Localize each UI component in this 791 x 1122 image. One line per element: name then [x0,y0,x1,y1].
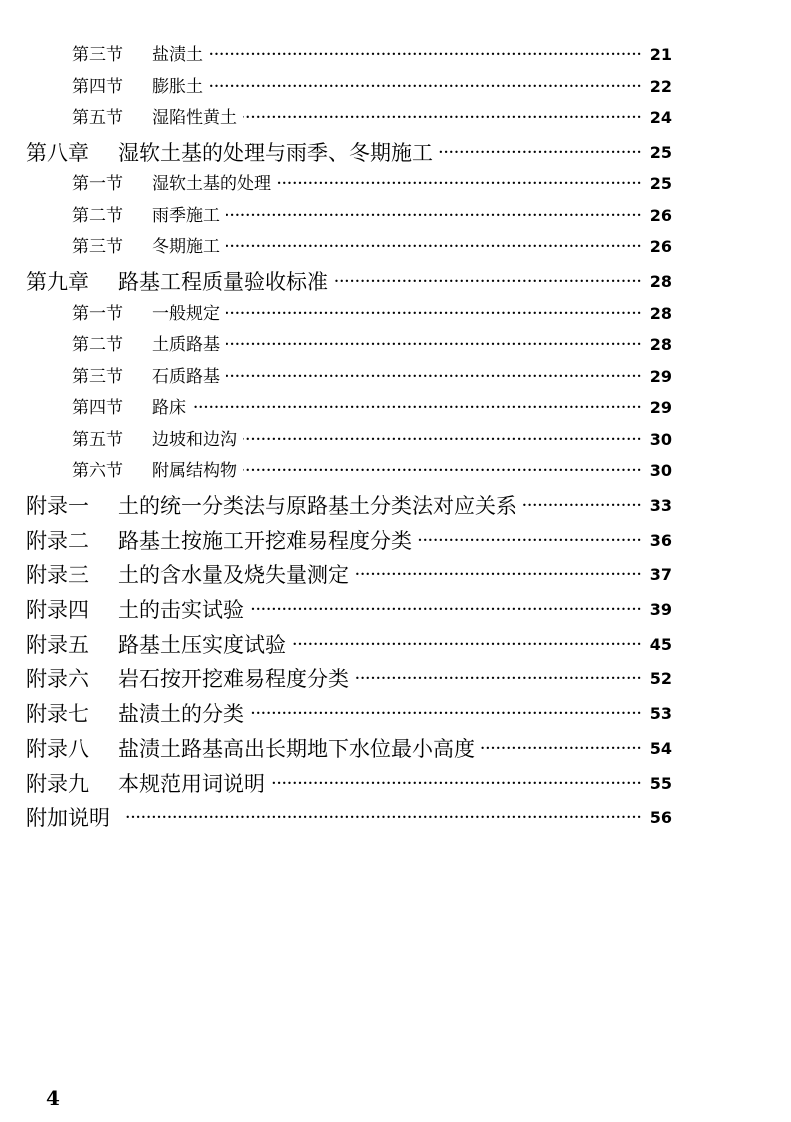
toc-entry-page: 30 [649,461,672,480]
toc-section-entry[interactable] [72,425,672,455]
toc-section-entry[interactable] [72,72,672,102]
dot-leader [292,630,642,660]
toc-entry-title: 雨季施工 [152,206,220,226]
toc-entry-title: 岩石按开挖难易程度分类 [118,667,349,691]
toc-entry-page: 55 [649,774,672,793]
toc-entry-number: 第一节 [72,304,123,324]
toc-entry-page: 53 [649,704,672,723]
toc-entry-number: 第九章 [26,270,89,294]
toc-entry-number: 附录二 [26,529,89,553]
toc-section-entry[interactable] [72,299,672,329]
toc-chapter-entry[interactable] [26,491,672,521]
toc-entry-page: 36 [649,531,672,550]
toc-entry-page: 22 [649,77,672,96]
toc-entry-number: 第三节 [72,367,123,387]
toc-entry-number: 第四节 [72,398,123,418]
toc-chapter-entry[interactable] [26,138,672,168]
toc-entry-page: 28 [649,335,672,354]
toc-entry-number: 第二节 [72,335,123,355]
toc-entry-page: 37 [649,565,672,584]
toc-entry-title: 石质路基 [152,367,220,387]
toc-entry-title: 土的含水量及烧失量测定 [118,563,349,587]
toc-entry-title: 路基土按施工开挖难易程度分类 [118,529,412,553]
dot-leader [277,169,642,199]
page-number: 4 [46,1086,60,1110]
toc-entry-number: 附加说明 [26,806,110,830]
toc-entry-title: 路床 [152,398,186,418]
dot-leader [209,72,642,102]
toc-entry-title: 湿陷性黄土 [152,108,237,128]
toc-chapter-entry[interactable] [26,267,672,297]
toc-entry-page: 54 [649,739,672,758]
toc-entry-number: 附录九 [26,772,89,796]
dot-leader [355,664,642,694]
toc-entry-number: 第一节 [72,174,123,194]
dot-leader [226,201,642,231]
toc-entry-title: 附属结构物 [152,461,237,481]
toc-entry-number: 第八章 [26,141,89,165]
toc-entry-title: 土质路基 [152,335,220,355]
toc-chapter-entry[interactable] [26,769,672,799]
dot-leader [250,595,642,625]
dot-leader [243,103,642,133]
toc-entry-title: 边坡和边沟 [152,430,237,450]
dot-leader [334,267,642,297]
toc-entry-page: 25 [649,174,672,193]
toc-chapter-entry[interactable] [26,526,672,556]
toc-section-entry[interactable] [72,169,672,199]
toc-entry-page: 52 [649,669,672,688]
toc-entry-page: 25 [649,143,672,162]
toc-entry-title: 冬期施工 [152,237,220,257]
toc-entry-title: 本规范用词说明 [118,772,265,796]
toc-entry-page: 26 [649,237,672,256]
toc-entry-page: 28 [649,272,672,291]
dot-leader [243,425,642,455]
toc-chapter-entry[interactable] [26,699,672,729]
toc-entry-number: 第五节 [72,108,123,128]
toc-entry-number: 附录五 [26,633,89,657]
toc-chapter-entry[interactable] [26,595,672,625]
toc-entry-title: 土的击实试验 [118,598,244,622]
toc-entry-title: 路基土压实度试验 [118,633,286,657]
toc-entry-page: 21 [649,45,672,64]
toc-entry-number: 第四节 [72,77,123,97]
toc-section-entry[interactable] [72,40,672,70]
toc-chapter-entry[interactable] [26,630,672,660]
toc-entry-number: 附录四 [26,598,89,622]
toc-entry-title: 盐渍土路基高出长期地下水位最小高度 [118,737,475,761]
toc-entry-page: 56 [649,808,672,827]
toc-section-entry[interactable] [72,201,672,231]
dot-leader [209,40,642,70]
toc-entry-title: 土的统一分类法与原路基土分类法对应关系 [118,494,517,518]
toc-entry-number: 附录六 [26,667,89,691]
toc-entry-number: 第二节 [72,206,123,226]
toc-entry-page: 29 [649,398,672,417]
dot-leader [481,734,642,764]
toc-entry-page: 33 [649,496,672,515]
dot-leader [355,560,642,590]
toc-entry-page: 28 [649,304,672,323]
toc-entry-title: 路基工程质量验收标准 [118,270,328,294]
toc-entry-title: 湿软土基的处理 [152,174,271,194]
toc-entry-page: 39 [649,600,672,619]
dot-leader [271,769,642,799]
dot-leader [124,803,642,833]
toc-section-entry[interactable] [72,103,672,133]
dot-leader [243,456,642,486]
toc-entry-page: 45 [649,635,672,654]
dot-leader [523,491,642,521]
toc-entry-page: 26 [649,206,672,225]
toc-chapter-entry[interactable] [26,803,672,833]
dot-leader [226,299,642,329]
toc-entry-page: 24 [649,108,672,127]
toc-section-entry[interactable] [72,393,672,423]
toc-section-entry[interactable] [72,362,672,392]
toc-entry-number: 附录一 [26,494,89,518]
toc-entry-page: 29 [649,367,672,386]
toc-entry-title: 湿软土基的处理与雨季、冬期施工 [118,141,433,165]
dot-leader [226,362,642,392]
dot-leader [418,526,642,556]
dot-leader [226,232,642,262]
toc-section-entry[interactable] [72,232,672,262]
toc-entry-number: 附录三 [26,563,89,587]
toc-chapter-entry[interactable] [26,560,672,590]
toc-entry-number: 第六节 [72,461,123,481]
dot-leader [226,330,642,360]
toc-entry-number: 第五节 [72,430,123,450]
toc-entry-title: 盐渍土 [152,45,203,65]
toc-chapter-entry[interactable] [26,664,672,694]
toc-chapter-entry[interactable] [26,734,672,764]
toc-entry-number: 附录七 [26,702,89,726]
toc-entry-title: 盐渍土的分类 [118,702,244,726]
toc-entry-title: 一般规定 [152,304,220,324]
toc-entry-number: 附录八 [26,737,89,761]
dot-leader [439,138,642,168]
dot-leader [192,393,642,423]
toc-entry-number: 第三节 [72,237,123,257]
toc-entry-number: 第三节 [72,45,123,65]
toc-entry-title: 膨胀土 [152,77,203,97]
toc-section-entry[interactable] [72,456,672,486]
toc-entry-page: 30 [649,430,672,449]
toc-section-entry[interactable] [72,330,672,360]
dot-leader [250,699,642,729]
